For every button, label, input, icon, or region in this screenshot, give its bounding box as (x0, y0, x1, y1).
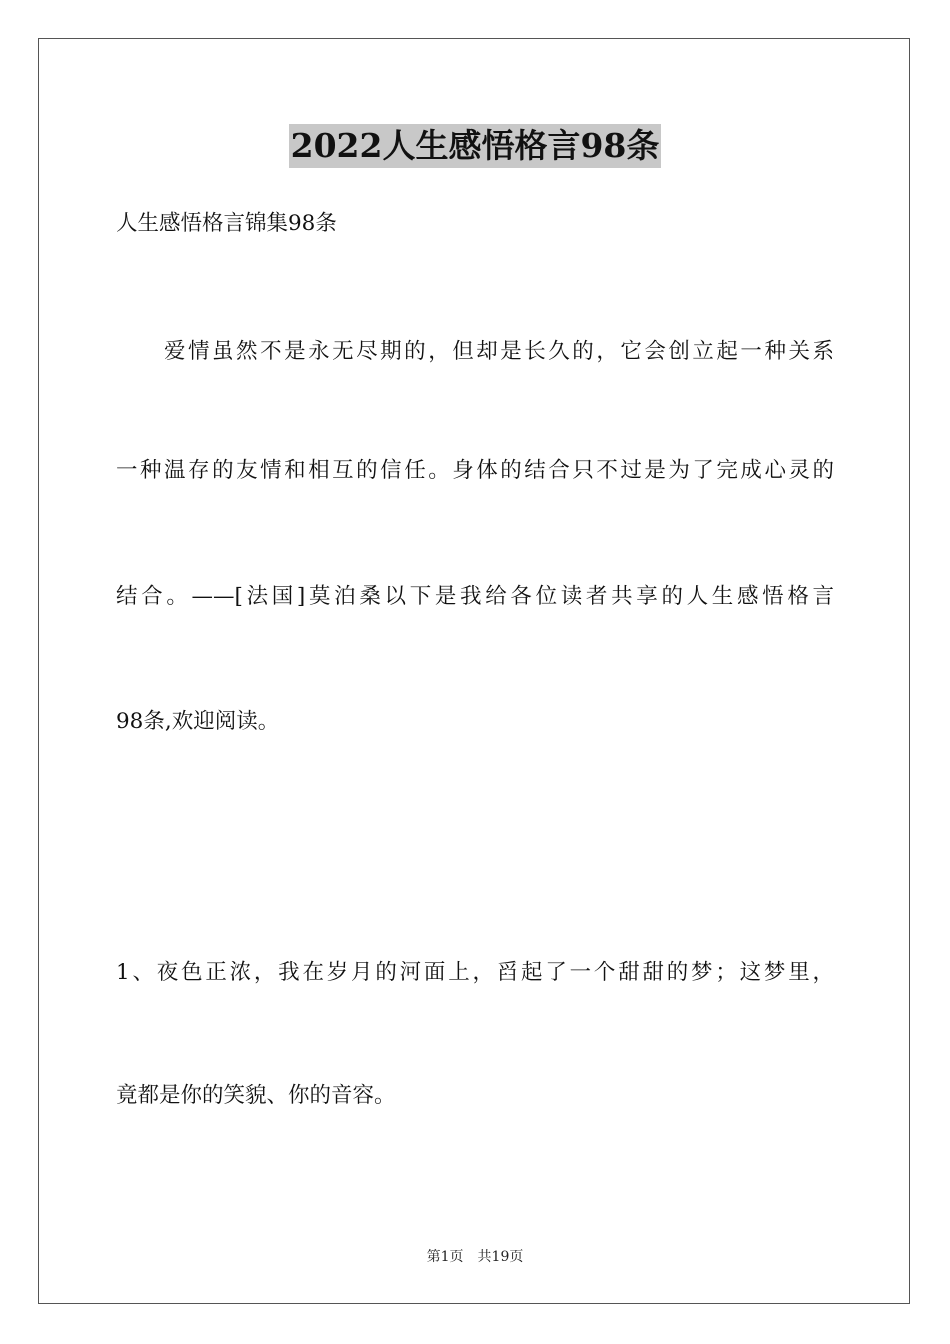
intro-line-4: 98条,欢迎阅读。 (116, 709, 280, 734)
page-number: 第1页 (426, 1249, 464, 1265)
intro-line-1: 爱情虽然不是永无尽期的，但却是长久的，它会创立起一种关系 (164, 339, 834, 364)
item-1-line-2: 竟都是你的笑貌、你的音容。 (116, 1083, 396, 1108)
document-title: 2022人生感悟格言98条 (289, 124, 662, 168)
document-subtitle: 人生感悟格言锦集98条 (116, 211, 337, 236)
item-1-line-1: 1、夜色正浓，我在岁月的河面上，舀起了一个甜甜的梦；这梦里， (116, 960, 834, 985)
page-footer (0, 1247, 950, 1267)
title-container (0, 124, 950, 168)
page-total: 共19页 (477, 1249, 524, 1265)
intro-line-2: 一种温存的友情和相互的信任。身体的结合只不过是为了完成心灵的 (116, 458, 834, 483)
intro-line-3: 结合。——[法国]莫泊桑以下是我给各位读者共享的人生感悟格言 (116, 584, 834, 609)
